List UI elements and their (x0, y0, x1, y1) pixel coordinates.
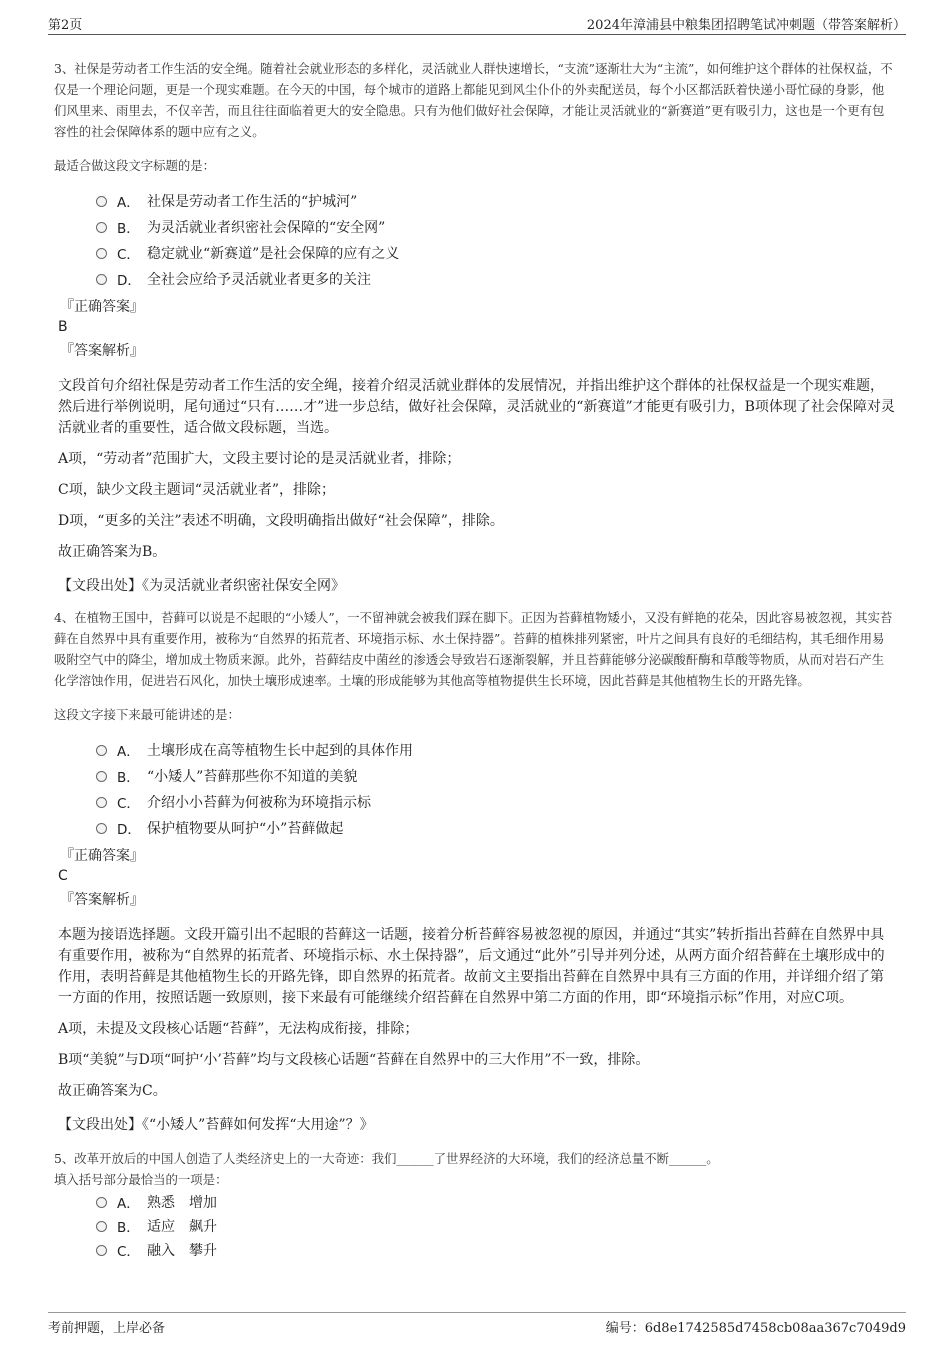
analysis-label: 『答案解析』 (60, 892, 144, 908)
question-stem: 3、社保是劳动者工作生活的安全绳。随着社会就业形态的多样化，灵活就业人群快速增长，“支流”逐渐壮大为“主流”，如何维护这个群体的社保权益，不仅是一个理论问题，更是一个现实难题。在今天的中国，每个城市的道路上都能见到风尘仆仆的外卖配送员，每个小区都活跃着快递小哥忙碌的身影，他们风里来、雨里去，不仅辛苦，而且往往面临着更大的安全隐患。只有为他们做好社会保障，才能让灵活就业的“新赛道”更有吸引力，这也是一个更有包容性的社会保障体系的题中应有之义。 (54, 61, 893, 139)
radio-icon[interactable] (96, 1197, 107, 1208)
analysis-paragraph: 故正确答案为C。 (58, 1083, 167, 1099)
analysis-paragraph: 故正确答案为B。 (58, 544, 167, 560)
analysis-paragraph: 文段首句介绍社保是劳动者工作生活的安全绳，接着介绍灵活就业群体的发展情况，并指出维护这个群体的社保权益是一个现实难题，然后进行举例说明，尾句通过“只有……才”进一步总结，做好社会保障，灵活就业的“新赛道”才能更有吸引力，B项体现了社会保障对灵活就业者的重要性，适合做文段标题，当选。 (58, 378, 895, 436)
question-stem: 4、在植物王国中，苔藓可以说是不起眼的“小矮人”，一不留神就会被我们踩在脚下。正因为苔藓植物矮小，又没有鲜艳的花朵，因此容易被忽视，其实苔藓在自然界中具有重要作用，被称为“自然界的拓荒者、环境指示标、水土保持器”。苔藓的植株排列紧密，叶片之间具有良好的毛细结构，其毛细作用易吸附空气中的降尘，增加成土物质来源。此外，苔藓结皮中菌丝的渗透会导致岩石逐渐裂解，并且苔藓能够分泌碳酸酐酶和草酸等物质，从而对岩石产生化学溶蚀作用，促进岩石风化，加快土壤形成速率。土壤的形成能够为其他高等植物提供生长环境，因此苔藓是其他植物生长的开路先锋。 (54, 610, 893, 688)
option-list (96, 737, 896, 841)
option-b[interactable]: B． “小矮人”苔藓那些你不知道的美貌 (96, 763, 896, 789)
question-3 (54, 58, 896, 597)
correct-answer: B (58, 319, 68, 335)
analysis-paragraph: B项“美貌”与D项“呵护‘小’苔藓”均与文段核心话题“苔藓在自然界中的三大作用”不一致，排除。 (58, 1052, 650, 1068)
correct-answer-label: 『正确答案』 (60, 299, 144, 315)
analysis-paragraph: 本题为接语选择题。文段开篇引出不起眼的苔藓这一话题，接着分析苔藓容易被忽视的原因，并通过“其实”转折指出苔藓在自然界中具有重要作用，被称为“自然界的拓荒者、环境指示标、水土保持器”，后文通过“此外”引导并列分述，从两方面介绍苔藓在土壤形成中的作用，表明苔藓是其他植物生长的开路先锋，即自然界的拓荒者。故前文主要指出苔藓在自然界中具有三方面的作用，并详细介绍了第一方面的作用，按照话题一致原则，接下来最有可能继续介绍苔藓在自然界中第二方面的作用，即“环境指示标”作用，对应C项。 (58, 927, 885, 1006)
option-c[interactable]: C． 稳定就业“新赛道”是社会保障的应有之义 (96, 240, 896, 266)
correct-answer-label: 『正确答案』 (60, 848, 144, 864)
document-id: 编号：6d8e1742585d7458cb08aa367c7049d9 (605, 1321, 906, 1336)
option-d[interactable]: D． 全社会应给予灵活就业者更多的关注 (96, 266, 896, 292)
radio-icon[interactable] (96, 248, 107, 259)
analysis-paragraph: A项，未提及文段核心话题“苔藓”，无法构成衔接，排除； (58, 1021, 419, 1037)
option-list (96, 1190, 896, 1262)
radio-icon[interactable] (96, 196, 107, 207)
analysis-paragraph: C项，缺少文段主题词“灵活就业者”，排除； (58, 482, 336, 498)
radio-icon[interactable] (96, 771, 107, 782)
option-c[interactable]: C． 融入 攀升 (96, 1238, 896, 1262)
question-prompt: 最适合做这段文字标题的是： (54, 158, 216, 173)
option-a[interactable]: A． 社保是劳动者工作生活的“护城河” (96, 188, 896, 214)
document-body (54, 58, 896, 1262)
radio-icon[interactable] (96, 745, 107, 756)
correct-answer: C (58, 868, 68, 884)
radio-icon[interactable] (96, 823, 107, 834)
analysis-label: 『答案解析』 (60, 343, 144, 359)
radio-icon[interactable] (96, 797, 107, 808)
text-source: 【文段出处】《为灵活就业者织密社保安全网》 (58, 578, 345, 594)
radio-icon[interactable] (96, 222, 107, 233)
document-title: 2024年漳浦县中粮集团招聘笔试冲刺题（带答案解析） (586, 18, 906, 33)
page-number: 第2页 (48, 18, 83, 33)
option-list (96, 188, 896, 292)
radio-icon[interactable] (96, 274, 107, 285)
option-b[interactable]: B． 为灵活就业者织密社会保障的“安全网” (96, 214, 896, 240)
footer-slogan: 考前押题，上岸必备 (48, 1321, 166, 1336)
question-prompt: 填入括号部分最恰当的一项是： (54, 1172, 228, 1187)
radio-icon[interactable] (96, 1221, 107, 1232)
page-header (48, 14, 906, 35)
page-footer (48, 1312, 906, 1337)
question-prompt: 这段文字接下来最可能讲述的是： (54, 707, 240, 722)
option-d[interactable]: D． 保护植物要从呵护“小”苔藓做起 (96, 815, 896, 841)
radio-icon[interactable] (96, 1245, 107, 1256)
option-b[interactable]: B． 适应 飙升 (96, 1214, 896, 1238)
question-4 (54, 607, 896, 1136)
option-c[interactable]: C． 介绍小小苔藓为何被称为环境指示标 (96, 789, 896, 815)
question-stem: 5、改革开放后的中国人创造了人类经济史上的一大奇迹：我们______了世界经济的大环境，我们的经济总量不断______。 (54, 1151, 719, 1166)
option-a[interactable]: A． 土壤形成在高等植物生长中起到的具体作用 (96, 737, 896, 763)
analysis-paragraph: A项，“劳动者”范围扩大，文段主要讨论的是灵活就业者，排除； (58, 451, 461, 467)
question-5 (54, 1148, 896, 1262)
analysis-paragraph: D项，“更多的关注”表述不明确，文段明确指出做好“社会保障”，排除。 (58, 513, 504, 529)
option-a[interactable]: A． 熟悉 增加 (96, 1190, 896, 1214)
text-source: 【文段出处】《“小矮人”苔藓如何发挥“大用途”？》 (58, 1117, 374, 1133)
